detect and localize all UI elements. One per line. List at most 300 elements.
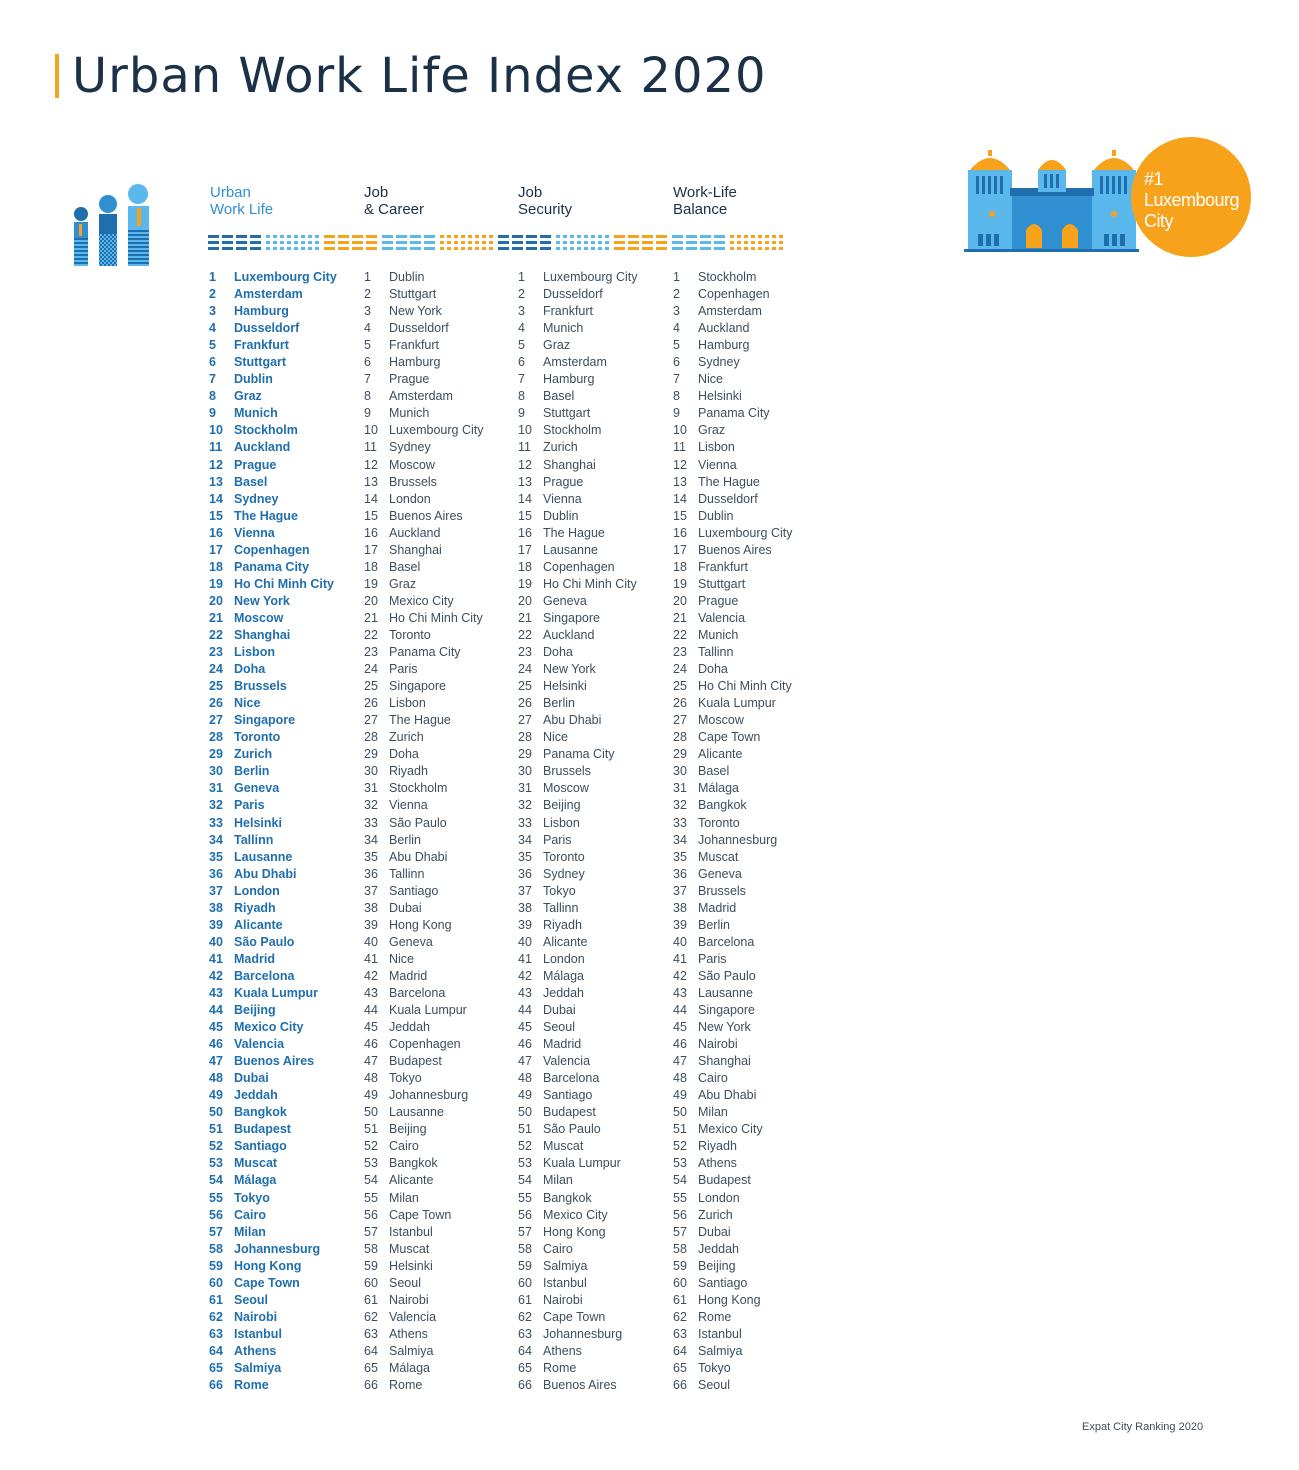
city-name: Seoul <box>389 1275 421 1290</box>
ranking-row <box>673 1292 793 1309</box>
rank-number: 28 <box>518 730 532 745</box>
rank-number: 64 <box>673 1343 687 1358</box>
city-name: Valencia <box>234 1037 285 1052</box>
ranking-row <box>518 303 638 320</box>
rank-number: 48 <box>518 1071 532 1086</box>
city-name: Jeddah <box>543 985 585 1000</box>
city-name: Panama City <box>389 645 461 660</box>
ranking-row <box>518 1019 638 1036</box>
city-name: Singapore <box>389 679 446 694</box>
ranking-row <box>673 1326 793 1343</box>
ranking-row <box>673 508 793 525</box>
rank-number: 37 <box>209 883 223 898</box>
rank-number: 33 <box>209 815 223 830</box>
ranking-row <box>518 593 638 610</box>
ranking-row <box>673 797 793 814</box>
city-name: London <box>698 1190 740 1205</box>
rank-number: 49 <box>209 1088 223 1103</box>
ranking-row <box>364 712 484 729</box>
ranking-row <box>209 286 337 303</box>
city-name: Mexico City <box>389 593 454 608</box>
ranking-row <box>518 508 638 525</box>
ranking-row <box>518 1155 638 1172</box>
city-name: Budapest <box>698 1173 751 1188</box>
rank-number: 41 <box>673 951 687 966</box>
rank-number: 18 <box>518 559 532 574</box>
rank-number: 61 <box>673 1292 687 1307</box>
rank-number: 16 <box>518 525 532 540</box>
rank-number: 57 <box>209 1224 223 1239</box>
ranking-row <box>364 729 484 746</box>
city-name: Dublin <box>543 508 579 523</box>
rank-number: 34 <box>209 832 223 847</box>
rank-number: 56 <box>209 1207 223 1222</box>
rank-number: 26 <box>673 696 687 711</box>
city-name: Brussels <box>234 679 287 694</box>
city-name: Nairobi <box>234 1309 278 1324</box>
rank-number: 56 <box>518 1207 532 1222</box>
rank-number: 60 <box>209 1275 223 1290</box>
ranking-row <box>209 1036 337 1053</box>
city-name: Nice <box>389 951 415 966</box>
ranking-row <box>364 1019 484 1036</box>
city-name: Johannesburg <box>698 832 778 847</box>
rank-number: 42 <box>673 968 687 983</box>
rank-number: 16 <box>673 525 687 540</box>
column-header-work-life-balance: Work-Life Balance <box>673 184 737 218</box>
ranking-row <box>364 1190 484 1207</box>
ranking-row <box>364 1275 484 1292</box>
city-name: London <box>389 491 431 506</box>
rank-number: 39 <box>364 917 378 932</box>
city-name: Shanghai <box>543 457 596 472</box>
city-name: Luxembourg City <box>543 270 638 284</box>
city-name: Berlin <box>389 832 421 847</box>
ranking-row <box>518 832 638 849</box>
ranking-row <box>364 780 484 797</box>
ranking-row <box>673 439 793 456</box>
rank-number: 12 <box>209 457 223 472</box>
rank-number: 6 <box>364 355 371 370</box>
ranking-row <box>673 286 793 303</box>
city-name: Berlin <box>543 696 575 711</box>
ranking-row <box>673 968 793 985</box>
ranking-row <box>209 627 337 644</box>
rank-number: 11 <box>518 440 531 455</box>
rank-number: 63 <box>673 1326 687 1341</box>
ranking-row <box>673 388 793 405</box>
ranking-row <box>364 1292 484 1309</box>
rank-number: 39 <box>518 917 532 932</box>
city-name: Toronto <box>698 815 740 830</box>
ranking-row <box>673 610 793 627</box>
rank-number: 53 <box>518 1156 532 1171</box>
ranking-row <box>673 474 793 491</box>
city-name: Istanbul <box>389 1224 433 1239</box>
job-security-ranking-list <box>518 269 638 1394</box>
ranking-row <box>518 1087 638 1104</box>
city-name: Buenos Aires <box>543 1378 617 1393</box>
people-figures-icon <box>66 182 156 268</box>
city-name: Frankfurt <box>543 304 594 319</box>
city-name: Tokyo <box>234 1190 270 1205</box>
rank-number: 54 <box>673 1173 687 1188</box>
rank-number: 14 <box>209 491 223 506</box>
ranking-row <box>209 934 337 951</box>
ranking-row <box>673 900 793 917</box>
rank-number: 21 <box>673 610 687 625</box>
rank-number: 25 <box>209 679 223 694</box>
city-name: Dusseldorf <box>698 491 758 506</box>
ranking-row <box>364 951 484 968</box>
ranking-row <box>209 695 337 712</box>
rank-number: 65 <box>673 1361 687 1375</box>
city-name: Amsterdam <box>234 287 303 302</box>
ranking-row <box>518 1292 638 1309</box>
city-name: Doha <box>698 662 728 677</box>
ranking-row <box>673 729 793 746</box>
city-name: Lausanne <box>234 849 293 864</box>
city-name: Cape Town <box>389 1207 452 1222</box>
ranking-row <box>518 1326 638 1343</box>
city-name: Cairo <box>698 1071 728 1086</box>
column-header-job-security: Job Security <box>518 184 573 218</box>
city-name: Santiago <box>543 1088 593 1103</box>
city-name: Mexico City <box>698 1122 763 1137</box>
rank-number: 23 <box>364 645 378 660</box>
rank-number: 51 <box>364 1122 378 1137</box>
ranking-row <box>518 934 638 951</box>
ranking-row <box>673 1207 793 1224</box>
ranking-row <box>673 678 793 695</box>
city-name: Milan <box>698 1105 728 1120</box>
rank-number: 17 <box>673 542 687 557</box>
ranking-row <box>209 610 337 627</box>
rank-number: 4 <box>364 321 371 336</box>
rank-number: 17 <box>364 542 378 557</box>
rank-number: 50 <box>673 1105 687 1120</box>
ranking-row <box>673 1087 793 1104</box>
rank-number: 62 <box>518 1309 532 1324</box>
ranking-row <box>673 644 793 661</box>
rank-number: 49 <box>518 1088 532 1103</box>
ranking-row <box>518 371 638 388</box>
rank-number: 43 <box>364 985 378 1000</box>
ranking-row <box>209 1190 337 1207</box>
rank-number: 48 <box>673 1071 687 1086</box>
rank-number: 19 <box>673 576 687 591</box>
city-name: Copenhagen <box>389 1037 461 1052</box>
rank-number: 9 <box>209 406 216 421</box>
city-name: Tallinn <box>543 900 579 915</box>
rank-number: 59 <box>518 1258 532 1273</box>
rank-number: 3 <box>364 304 371 319</box>
rank-number: 20 <box>364 593 378 608</box>
rank-number: 35 <box>209 849 223 864</box>
city-name: The Hague <box>543 525 605 540</box>
city-name: Istanbul <box>698 1326 742 1341</box>
city-name: Brussels <box>389 474 437 489</box>
rank-number: 9 <box>673 406 680 421</box>
rank-number: 13 <box>673 474 687 489</box>
city-name: Moscow <box>389 457 435 472</box>
city-name: Prague <box>234 457 277 472</box>
ranking-row <box>518 1070 638 1087</box>
rank-number: 50 <box>209 1105 223 1120</box>
city-name: Amsterdam <box>389 389 453 404</box>
rank-number: 19 <box>518 576 532 591</box>
rank-number: 10 <box>518 423 532 438</box>
city-name: Stockholm <box>234 423 298 438</box>
ranking-row <box>364 832 484 849</box>
city-name: Lisbon <box>543 815 580 830</box>
city-name: Auckland <box>543 627 595 642</box>
ranking-row <box>209 474 337 491</box>
ranking-row <box>209 815 337 832</box>
rank-number: 12 <box>518 457 532 472</box>
rank-number: 22 <box>673 627 687 642</box>
ranking-row <box>673 1104 793 1121</box>
ranking-row <box>518 559 638 576</box>
rank-number: 28 <box>209 730 223 745</box>
rank-number: 41 <box>364 951 378 966</box>
ranking-row <box>518 866 638 883</box>
rank-number: 45 <box>518 1020 532 1035</box>
ranking-row <box>518 1241 638 1258</box>
city-name: Hamburg <box>389 355 441 370</box>
ranking-row <box>518 1104 638 1121</box>
city-name: Budapest <box>234 1122 291 1137</box>
rank-number: 21 <box>518 610 532 625</box>
rank-number: 4 <box>518 321 525 336</box>
city-name: New York <box>234 593 290 608</box>
rank-number: 61 <box>209 1292 223 1307</box>
ranking-row <box>209 491 337 508</box>
rank-number: 53 <box>673 1156 687 1171</box>
city-name: Salmiya <box>389 1343 434 1358</box>
ranking-row <box>209 951 337 968</box>
ranking-row <box>518 627 638 644</box>
ranking-row <box>518 1309 638 1326</box>
ranking-row <box>209 1326 337 1343</box>
ranking-row <box>673 1377 793 1394</box>
ranking-row <box>209 729 337 746</box>
city-name: Dusseldorf <box>389 321 449 336</box>
city-name: Paris <box>698 951 727 966</box>
ranking-row <box>209 559 337 576</box>
city-name: Bangkok <box>234 1105 287 1120</box>
city-name: Prague <box>389 372 430 387</box>
ranking-row <box>518 678 638 695</box>
ranking-row <box>673 371 793 388</box>
ranking-row <box>209 439 337 456</box>
city-name: Nice <box>543 730 569 745</box>
city-name: Hong Kong <box>234 1258 302 1273</box>
city-name: Luxembourg City <box>389 423 484 438</box>
ranking-row <box>209 576 337 593</box>
rank-number: 48 <box>364 1071 378 1086</box>
ranking-row <box>209 269 337 286</box>
ranking-row <box>209 1019 337 1036</box>
ranking-row <box>209 508 337 525</box>
rank-number: 64 <box>364 1343 378 1358</box>
city-name: Kuala Lumpur <box>234 985 319 1000</box>
page-title: Urban Work Life Index 2020 <box>72 48 767 104</box>
ranking-row <box>673 1019 793 1036</box>
city-name: Riyadh <box>389 764 428 779</box>
ranking-row <box>364 474 484 491</box>
rank-number: 22 <box>364 627 378 642</box>
ranking-row <box>673 405 793 422</box>
city-name: Madrid <box>389 968 428 983</box>
rank-number: 63 <box>364 1326 378 1341</box>
city-name: Berlin <box>234 764 270 779</box>
city-name: Salmiya <box>698 1343 743 1358</box>
rank-number: 38 <box>209 900 223 915</box>
rank-number: 33 <box>364 815 378 830</box>
city-name: Graz <box>234 389 262 404</box>
ranking-row <box>518 542 638 559</box>
rank-number: 47 <box>673 1054 687 1069</box>
ranking-row <box>209 542 337 559</box>
ranking-row <box>209 832 337 849</box>
rank-number: 27 <box>364 713 378 728</box>
rank-number: 24 <box>209 662 223 677</box>
city-name: Cairo <box>234 1207 266 1222</box>
rank-number: 35 <box>364 849 378 864</box>
city-name: Málaga <box>389 1361 430 1375</box>
ranking-row <box>518 968 638 985</box>
rank-number: 8 <box>673 389 680 404</box>
ranking-row <box>518 712 638 729</box>
rank-number: 25 <box>518 679 532 694</box>
city-name: Istanbul <box>543 1275 587 1290</box>
ranking-row <box>673 627 793 644</box>
ranking-row <box>518 320 638 337</box>
city-name: Basel <box>389 559 421 574</box>
city-name: Panama City <box>234 559 310 574</box>
rank-number: 17 <box>518 542 532 557</box>
ranking-row <box>364 695 484 712</box>
ranking-row <box>364 627 484 644</box>
city-name: Beijing <box>234 1003 276 1018</box>
ranking-row <box>209 1207 337 1224</box>
rank-number: 62 <box>364 1309 378 1324</box>
rank-number: 47 <box>209 1054 223 1069</box>
ranking-row <box>364 337 484 354</box>
ranking-row <box>518 746 638 763</box>
rank-number: 63 <box>518 1326 532 1341</box>
rank-number: 4 <box>209 321 216 336</box>
rank-number: 51 <box>673 1122 687 1137</box>
rank-number: 6 <box>209 355 216 370</box>
city-name: Auckland <box>234 440 291 455</box>
city-name: Zurich <box>389 730 424 745</box>
city-name: Geneva <box>234 781 280 796</box>
city-name: Doha <box>234 662 266 677</box>
rank-number: 10 <box>209 423 223 438</box>
ranking-row <box>518 1207 638 1224</box>
rank-number: 41 <box>518 951 532 966</box>
city-name: Abu Dhabi <box>234 866 297 881</box>
city-name: Brussels <box>543 764 591 779</box>
rank-number: 7 <box>673 372 680 387</box>
city-name: Sydney <box>234 491 279 506</box>
city-name: Amsterdam <box>698 304 762 319</box>
rank-number: 52 <box>518 1139 532 1154</box>
rank-number: 3 <box>209 304 216 319</box>
city-name: Singapore <box>234 713 296 728</box>
rank-number: 27 <box>209 713 223 728</box>
ranking-row <box>364 883 484 900</box>
city-name: Toronto <box>389 627 431 642</box>
rank-number: 27 <box>518 713 532 728</box>
rank-number: 8 <box>209 389 216 404</box>
ranking-row <box>518 695 638 712</box>
ranking-row <box>673 1070 793 1087</box>
ranking-row <box>673 303 793 320</box>
ranking-row <box>673 1275 793 1292</box>
ranking-row <box>673 1155 793 1172</box>
city-name: Ho Chi Minh City <box>389 610 483 625</box>
rank-number: 55 <box>364 1190 378 1205</box>
rank-number: 62 <box>673 1309 687 1324</box>
ranking-row <box>673 1053 793 1070</box>
city-name: Geneva <box>543 593 587 608</box>
rank-number: 27 <box>673 713 687 728</box>
ranking-row <box>673 780 793 797</box>
rank-number: 28 <box>673 730 687 745</box>
ranking-row <box>209 405 337 422</box>
city-name: Frankfurt <box>234 338 289 353</box>
city-name: Salmiya <box>234 1361 282 1375</box>
ranking-row <box>518 797 638 814</box>
city-name: Barcelona <box>543 1071 600 1086</box>
rank-number: 52 <box>673 1139 687 1154</box>
city-name: The Hague <box>698 474 760 489</box>
city-name: Helsinki <box>698 389 742 404</box>
rank-number: 25 <box>673 679 687 694</box>
city-name: Cairo <box>389 1139 419 1154</box>
rank-number: 52 <box>209 1139 223 1154</box>
rank-number: 18 <box>673 559 687 574</box>
city-name: Toronto <box>234 730 281 745</box>
rank-number: 47 <box>518 1054 532 1069</box>
ranking-row <box>364 1087 484 1104</box>
ranking-row <box>518 763 638 780</box>
city-name: Stockholm <box>543 423 602 438</box>
city-name: Munich <box>234 406 278 421</box>
top-city-badge <box>1131 137 1251 257</box>
rank-number: 63 <box>209 1326 223 1341</box>
ranking-row <box>364 593 484 610</box>
city-name: Stuttgart <box>389 287 437 302</box>
city-name: Tallinn <box>698 645 734 660</box>
ranking-row <box>209 866 337 883</box>
ranking-row <box>209 883 337 900</box>
ranking-row <box>209 763 337 780</box>
ranking-row <box>673 559 793 576</box>
city-name: Lausanne <box>389 1105 444 1120</box>
city-name: Lisbon <box>389 696 426 711</box>
rank-number: 49 <box>364 1088 378 1103</box>
ranking-row <box>209 985 337 1002</box>
rank-number: 5 <box>364 338 371 353</box>
rank-number: 36 <box>673 866 687 881</box>
city-name: New York <box>698 1020 751 1035</box>
rank-number: 6 <box>518 355 525 370</box>
ranking-row <box>209 1241 337 1258</box>
